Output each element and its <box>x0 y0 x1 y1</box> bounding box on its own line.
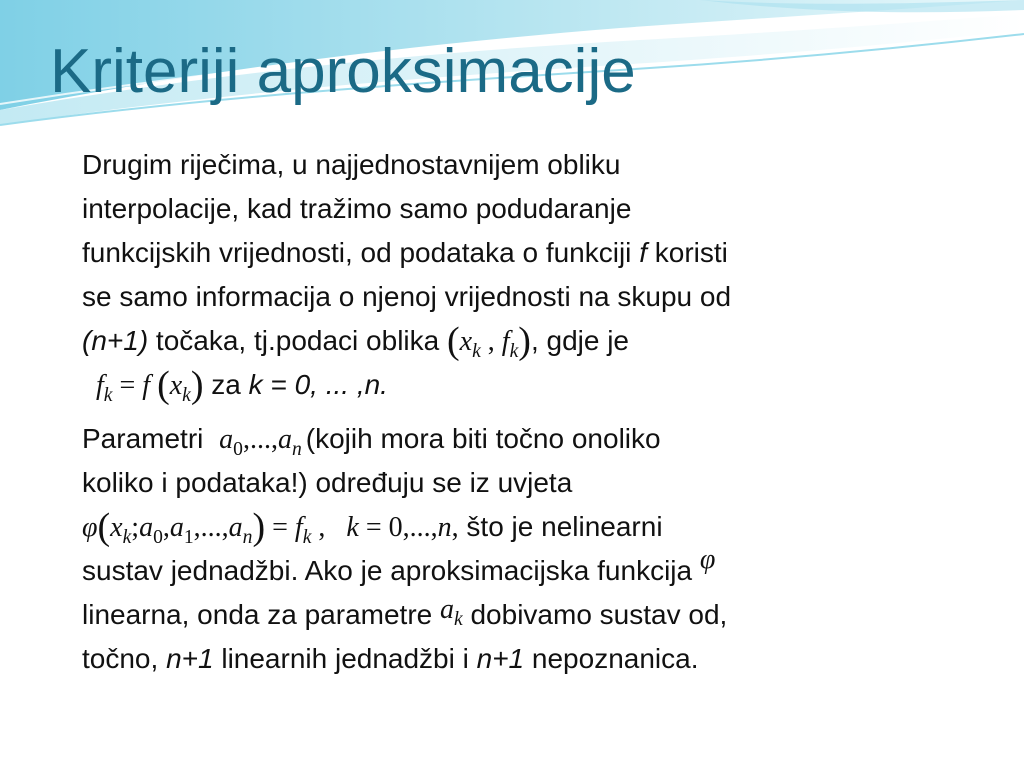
paragraph-2-line-1 <box>82 417 972 461</box>
formula-fk-definition: $f_k = f$ $(x_k)$ <box>96 364 204 406</box>
paragraph-1-line-2: interpolacije, kad tražimo samo podudaranje <box>82 193 632 224</box>
text-segment: što je nelinearni <box>458 511 663 542</box>
text-segment: točno, <box>82 643 167 674</box>
paragraph-2-line-2: koliko i podataka!) određuju se iz uvjeta <box>82 467 573 498</box>
paragraph-1-line-3 <box>82 231 972 275</box>
n-plus-one: n+1 <box>166 643 214 674</box>
paragraph-2-line-4 <box>82 544 972 593</box>
function-symbol-f: f <box>639 237 647 268</box>
text-segment: točaka, tj.podaci oblika <box>148 325 447 356</box>
text-segment: nepoznanica. <box>524 643 699 674</box>
paragraph-2-line-3 <box>82 505 972 549</box>
paragraph-1-line-1: Drugim riječima, u najjednostavnijem obliku <box>82 149 621 180</box>
formula-parameters: $a_0,...,a_n$ <box>219 424 302 460</box>
formula-phi: φ <box>699 544 716 575</box>
formula-data-pair: ($x_k$ , $f_k$) <box>447 320 531 362</box>
paragraph-2-line-5 <box>82 593 972 637</box>
paragraph-1-line-4: se samo informacija o njenoj vrijednosti na skupu od <box>82 281 732 312</box>
text-segment: linearnih jednadžbi i <box>213 643 477 674</box>
text-segment: za <box>203 369 249 400</box>
paragraph-2-line-6 <box>82 637 972 681</box>
paragraph-1-line-6 <box>82 363 972 407</box>
text-segment: , gdje je <box>530 325 630 356</box>
n-plus-one: (n+1) <box>82 325 149 356</box>
paragraph-1-line-5 <box>82 319 972 363</box>
formula-ak: $a_k$ <box>440 594 463 630</box>
slide-title: Kriteriji aproksimacije <box>50 37 636 106</box>
text-segment: sustav jednadžbi. Ako je aproksimacijska funkcija <box>82 555 700 586</box>
text-segment: linearna, onda za parametre <box>82 599 440 630</box>
text-segment: dobivamo sustav od, <box>462 599 728 630</box>
n-plus-one: n+1 <box>476 643 525 674</box>
text-segment: Parametri <box>82 423 212 454</box>
text-segment: koristi <box>646 237 728 268</box>
text-segment: funkcijskih vrijednosti, od podataka o funkciji <box>82 237 640 268</box>
text-segment: (kojih mora biti točno onoliko <box>305 423 661 454</box>
formula-condition: $\varphi(x_k;a_0,a_1,...,a_n) = f_k$ , k = 0,...,n, <box>82 506 459 548</box>
index-range: k = 0, ... ,n. <box>248 369 388 400</box>
slide-body <box>82 143 972 681</box>
